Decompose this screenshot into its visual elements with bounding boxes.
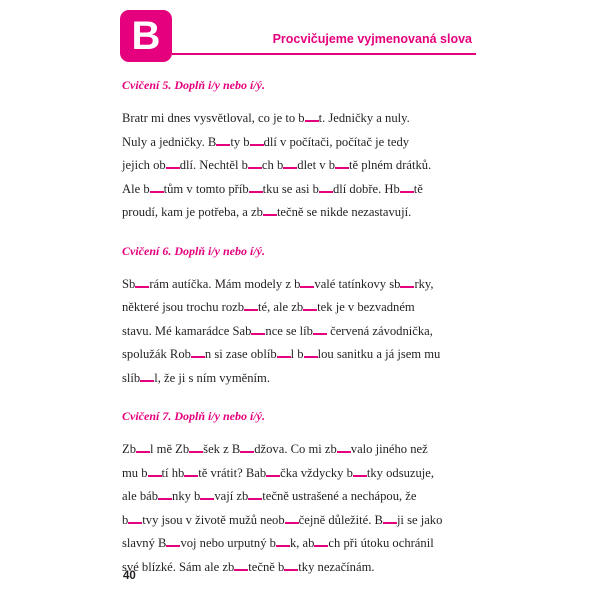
fill-in-blank[interactable] <box>276 534 290 547</box>
fill-in-blank[interactable] <box>284 558 298 571</box>
text-segment: lou sanitku a já jsem mu <box>317 347 441 361</box>
exercise-line <box>122 131 478 155</box>
header-rule <box>172 53 476 55</box>
exercise-line <box>122 509 478 533</box>
exercise-line <box>122 201 478 225</box>
fill-in-blank[interactable] <box>303 298 317 311</box>
exercise-line <box>122 485 478 509</box>
text-segment: mu b <box>122 465 148 480</box>
text-segment: dlí v počítači, počítač je tedy <box>263 134 410 149</box>
text-segment: jejich ob <box>122 158 166 172</box>
text-segment: vají zb <box>214 489 249 503</box>
section-badge: B <box>120 10 172 62</box>
text-segment: tku se asi b <box>262 181 319 196</box>
text-segment: dlet v b <box>297 158 336 172</box>
fill-in-blank[interactable] <box>263 203 277 216</box>
text-segment: nce se líb <box>265 323 313 338</box>
text-segment: tí hb <box>161 465 185 480</box>
fill-in-blank[interactable] <box>283 156 297 169</box>
text-segment: n si zase oblíb <box>204 347 277 361</box>
text-segment: tky nezačínám. <box>298 559 375 574</box>
text-segment: čka vždycky b <box>280 465 353 480</box>
fill-in-blank[interactable] <box>400 180 414 193</box>
text-segment: té, ale zb <box>258 300 304 314</box>
text-segment: stavu. Mé kamarádce Sab <box>122 323 252 338</box>
text-segment: tečně ustrašené a nechápou, že <box>262 489 417 503</box>
fill-in-blank[interactable] <box>250 133 264 146</box>
fill-in-blank[interactable] <box>184 464 198 477</box>
text-segment: Sb <box>122 276 136 291</box>
text-segment: l, že ji s ním vyměním. <box>154 370 270 385</box>
text-segment: tě <box>413 181 423 196</box>
text-segment: Nuly a jedničky. B <box>122 134 217 149</box>
fill-in-blank[interactable] <box>200 487 214 500</box>
exercise-line <box>122 107 478 131</box>
text-segment: rám autíčka. Mám modely z b <box>149 276 301 291</box>
text-segment: b <box>122 512 129 527</box>
text-segment: džova. Co mi zb <box>254 442 337 456</box>
text-segment: tek je v bezvadném <box>317 300 415 314</box>
fill-in-blank[interactable] <box>158 487 172 500</box>
text-segment: l mě Zb <box>150 442 190 456</box>
exercise-line <box>122 462 478 486</box>
fill-in-blank[interactable] <box>191 345 205 358</box>
exercise-7-text <box>122 438 478 579</box>
fill-in-blank[interactable] <box>353 464 367 477</box>
text-segment: slavný B <box>122 536 167 550</box>
text-segment: tečně b <box>248 559 285 574</box>
page-content <box>122 68 478 579</box>
text-segment: ty b <box>230 134 250 149</box>
exercise-line <box>122 296 478 320</box>
fill-in-blank[interactable] <box>313 322 327 335</box>
fill-in-blank[interactable] <box>319 180 333 193</box>
text-segment: tě vrátit? Bab <box>198 465 267 480</box>
text-segment: ch při útoku ochránil <box>328 536 434 550</box>
page-number: 40 <box>123 570 136 582</box>
fill-in-blank[interactable] <box>128 511 142 524</box>
text-segment: tě plném drátků. <box>349 158 432 172</box>
text-segment: tky odsuzuje, <box>366 465 435 480</box>
exercise-line <box>122 438 478 462</box>
exercise-5-heading: Cvičení 5. Doplň i/y nebo í/ý. <box>122 78 265 92</box>
fill-in-blank[interactable] <box>216 133 230 146</box>
text-segment: Zb <box>122 442 136 456</box>
exercise-line <box>122 178 478 202</box>
fill-in-blank[interactable] <box>314 534 328 547</box>
fill-in-blank[interactable] <box>136 440 150 453</box>
text-segment: dlí dobře. Hb <box>332 181 400 196</box>
fill-in-blank[interactable] <box>248 487 262 500</box>
text-segment: Bratr mi dnes vysvětloval, co je to b <box>122 111 305 125</box>
text-segment: tům v tomto příb <box>163 181 249 196</box>
text-segment: červená závodnička, <box>326 323 433 338</box>
exercise-6-heading: Cvičení 6. Doplň i/y nebo í/ý. <box>122 243 265 258</box>
text-segment: spolužák Rob <box>122 347 191 361</box>
text-segment: valé tatínkovy sb <box>314 276 401 291</box>
text-segment: proudí, kam je potřeba, a zb <box>122 205 263 219</box>
fill-in-blank[interactable] <box>305 109 319 122</box>
text-segment: slíb <box>122 370 141 385</box>
header-title: Procvičujeme vyjmenovaná slova <box>272 32 472 46</box>
text-segment: ch b <box>261 158 284 172</box>
fill-in-blank[interactable] <box>337 440 351 453</box>
fill-in-blank[interactable] <box>285 511 299 524</box>
fill-in-blank[interactable] <box>244 298 258 311</box>
text-segment: valo jiného než <box>350 442 428 456</box>
text-segment: některé jsou trochu rozb <box>122 300 245 314</box>
text-segment: t. Jedničky a nuly. <box>318 111 410 125</box>
fill-in-blank[interactable] <box>234 558 248 571</box>
fill-in-blank[interactable] <box>166 534 180 547</box>
fill-in-blank[interactable] <box>189 440 203 453</box>
fill-in-blank[interactable] <box>251 322 265 335</box>
text-segment: tvy jsou v životě mužů neob <box>142 512 285 527</box>
exercise-line <box>122 273 478 297</box>
text-segment: Ale b <box>122 181 150 196</box>
exercise-line <box>122 343 478 367</box>
exercise-line <box>122 532 478 556</box>
fill-in-blank[interactable] <box>240 440 254 453</box>
fill-in-blank[interactable] <box>249 180 263 193</box>
text-segment: své blízké. Sám ale zb <box>122 559 235 574</box>
fill-in-blank[interactable] <box>135 275 149 288</box>
fill-in-blank[interactable] <box>148 464 162 477</box>
fill-in-blank[interactable] <box>277 345 291 358</box>
exercise-6-text <box>122 273 478 391</box>
text-segment: voj nebo urputný b <box>180 536 276 550</box>
fill-in-blank[interactable] <box>166 156 180 169</box>
fill-in-blank[interactable] <box>266 464 280 477</box>
text-segment: čejně důležité. B <box>298 512 383 527</box>
text-segment: rky, <box>414 276 434 291</box>
fill-in-blank[interactable] <box>150 180 164 193</box>
text-segment: nky b <box>172 489 201 503</box>
exercise-line <box>122 556 478 580</box>
fill-in-blank[interactable] <box>335 156 349 169</box>
text-segment: tečně se nikde nezastavují. <box>276 205 412 219</box>
fill-in-blank[interactable] <box>400 275 414 288</box>
fill-in-blank[interactable] <box>140 369 154 382</box>
text-segment: ale báb <box>122 489 159 503</box>
fill-in-blank[interactable] <box>383 511 397 524</box>
text-segment: ji se jako <box>396 512 443 527</box>
exercise-line <box>122 154 478 178</box>
exercise-line <box>122 367 478 391</box>
exercise-line <box>122 320 478 344</box>
exercise-5-text <box>122 107 478 225</box>
fill-in-blank[interactable] <box>300 275 314 288</box>
fill-in-blank[interactable] <box>248 156 262 169</box>
exercise-7-heading: Cvičení 7. Doplň i/y nebo í/ý. <box>122 409 265 423</box>
text-segment: k, ab <box>289 536 315 550</box>
text-segment: dlí. Nechtěl b <box>179 158 248 172</box>
fill-in-blank[interactable] <box>304 345 318 358</box>
text-segment: l b <box>290 347 304 361</box>
text-segment: šek z B <box>203 442 241 456</box>
